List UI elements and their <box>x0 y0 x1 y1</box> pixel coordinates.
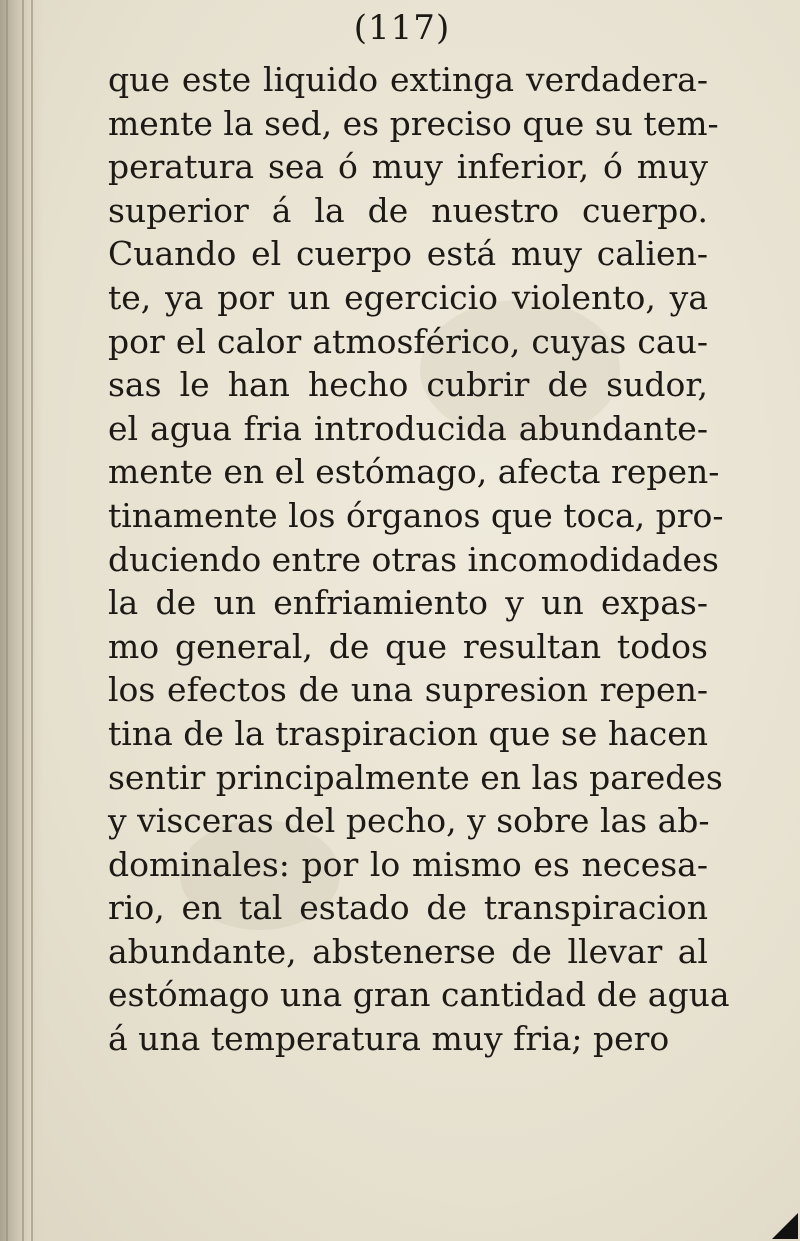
text-line: mo general, de que resultan todos <box>108 626 708 666</box>
text-line: abundante, abstenerse de llevar al <box>108 931 708 971</box>
text-line: rio, en tal estado de transpiracion <box>108 888 708 928</box>
page-number: (117) <box>353 8 451 48</box>
text-line: duciendo entre otras incomodidades <box>108 539 719 579</box>
text-line: peratura sea ó muy inferior, ó muy <box>108 147 708 187</box>
binding-line <box>22 0 24 1241</box>
page-corner-mark <box>772 1213 798 1239</box>
text-line: sentir principalmente en las paredes <box>108 757 723 797</box>
text-line: superior á la de nuestro cuerpo. <box>108 190 708 230</box>
text-line: sas le han hecho cubrir de sudor, <box>108 365 708 405</box>
text-line: te, ya por un egercicio violento, ya <box>108 277 708 317</box>
text-line: el agua fria introducida abundante- <box>108 408 708 448</box>
text-line: mente en el estómago, afecta repen- <box>108 452 720 492</box>
text-line: que este liquido extinga verdadera- <box>108 60 708 99</box>
text-line: tina de la traspiracion que se hacen <box>108 713 709 753</box>
text-line: por el calor atmosférico, cuyas cau- <box>108 321 708 361</box>
text-line: los efectos de una supresion repen- <box>108 670 708 710</box>
text-line: dominales: por lo mismo es necesa- <box>108 844 708 884</box>
text-line: la de un enfriamiento y un expas- <box>108 583 708 623</box>
binding-line <box>6 0 8 1241</box>
binding-line <box>31 0 33 1241</box>
text-line: y visceras del pecho, y sobre las ab- <box>108 801 710 841</box>
text-line: tinamente los órganos que toca, pro- <box>108 495 724 535</box>
text-line: estómago una gran cantidad de agua <box>108 975 730 1015</box>
text-line: á una temperatura muy fria; pero <box>108 1019 670 1059</box>
body-text <box>108 58 730 1061</box>
text-line: mente la sed, es preciso que su tem- <box>108 103 719 143</box>
text-line: Cuando el cuerpo está muy calien- <box>108 234 708 274</box>
